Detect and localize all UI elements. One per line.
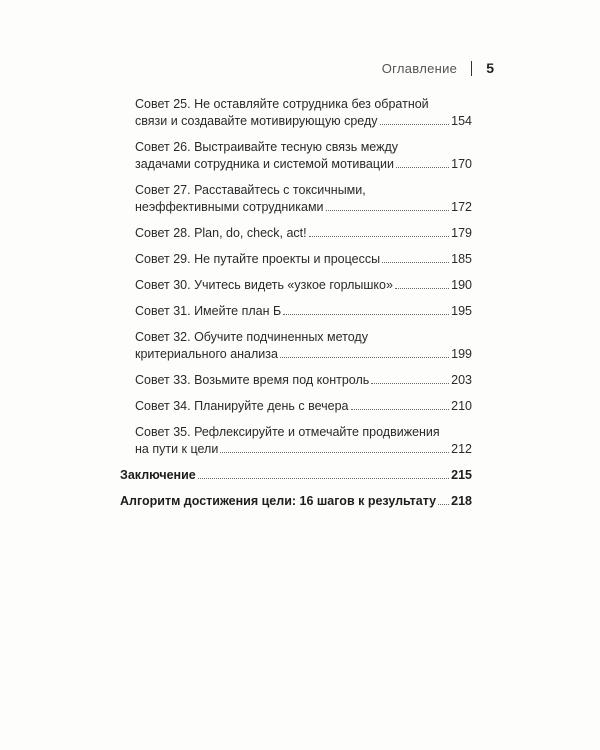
toc-entry-page: 179: [451, 226, 472, 240]
leader-dots: [382, 252, 449, 263]
leader-dots: [326, 200, 450, 211]
toc-entry-title-line: неэффективными сотрудниками: [135, 200, 324, 214]
toc-entry-title-line: Совет 35. Рефлексируйте и отмечайте продвижения: [135, 425, 440, 439]
toc-entry-page: 212: [451, 442, 472, 456]
section-title: Оглавление: [381, 60, 458, 76]
toc-entry-page: 190: [451, 278, 472, 292]
toc-entry-tip-30[interactable]: [135, 277, 472, 294]
toc-entry-title-line: Совет 34. Планируйте день с вечера: [135, 399, 349, 413]
toc-entry-page: 215: [451, 468, 472, 482]
header-divider: [471, 61, 472, 76]
toc-entry-title-line: Заключение: [120, 468, 196, 482]
toc-entry-page: 170: [451, 157, 472, 171]
toc-entry-page: 203: [451, 373, 472, 387]
toc-entry-tip-33[interactable]: [135, 372, 472, 389]
toc-entry-title-line: связи и создавайте мотивирующую среду: [135, 114, 378, 128]
leader-dots: [309, 226, 450, 237]
toc-entry-tip-28[interactable]: [135, 225, 472, 242]
toc-entry-title-line: Совет 31. Имейте план Б: [135, 304, 282, 318]
toc-entry-title-line: Совет 32. Обучите подчиненных методу: [135, 330, 368, 344]
leader-dots: [220, 442, 449, 453]
leader-dots: [371, 373, 449, 384]
toc-entry-tip-35[interactable]: [135, 424, 472, 458]
leader-dots: [395, 278, 449, 289]
leader-dots: [438, 494, 449, 505]
toc-entry-tip-34[interactable]: [135, 398, 472, 415]
leader-dots: [283, 304, 449, 315]
toc-entry-title-line: Совет 30. Учитесь видеть «узкое горлышко»: [135, 278, 393, 292]
leader-dots: [396, 157, 449, 168]
toc-entry-title-line: Совет 29. Не путайте проекты и процессы: [135, 252, 381, 266]
toc-entry-conclusion[interactable]: [120, 467, 472, 484]
toc-entry-title-line: критериального анализа: [135, 347, 278, 361]
toc-entry-title-line: Алгоритм достижения цели: 16 шагов к результату: [120, 494, 437, 508]
toc-entry-page: 199: [451, 347, 472, 361]
toc-entry-title-line: Совет 25. Не оставляйте сотрудника без обратной: [135, 97, 429, 111]
toc-entry-tip-25[interactable]: [135, 96, 472, 130]
toc-entry-title-line: Совет 27. Расставайтесь с токсичными,: [135, 183, 366, 197]
toc-entry-title-line: задачами сотрудника и системой мотивации: [135, 157, 394, 171]
leader-dots: [198, 468, 449, 479]
toc-entry-tip-32[interactable]: [135, 329, 472, 363]
toc-entry-page: 154: [451, 114, 472, 128]
toc-entry-tip-29[interactable]: [135, 251, 472, 268]
leader-dots: [351, 399, 450, 410]
toc-entry-title-line: Совет 33. Возьмите время под контроль: [135, 373, 370, 387]
toc-entry-page: 218: [451, 494, 472, 508]
toc-entry-title-line: Совет 26. Выстраивайте тесную связь между: [135, 140, 399, 154]
page-number: 5: [486, 60, 494, 76]
leader-dots: [280, 347, 449, 358]
table-of-contents: [120, 96, 472, 519]
toc-entry-tip-27[interactable]: [135, 182, 472, 216]
toc-entry-page: 210: [451, 399, 472, 413]
toc-entry-page: 172: [451, 200, 472, 214]
toc-entry-title-line: на пути к цели: [135, 442, 219, 456]
toc-entry-page: 185: [451, 252, 472, 266]
toc-entry-page: 195: [451, 304, 472, 318]
toc-entry-title-line: Совет 28. Plan, do, check, act!: [135, 226, 307, 240]
toc-entry-tip-31[interactable]: [135, 303, 472, 320]
toc-entry-algorithm[interactable]: [120, 493, 472, 510]
leader-dots: [380, 114, 450, 125]
running-header: [382, 60, 494, 76]
toc-entry-tip-26[interactable]: [135, 139, 472, 173]
